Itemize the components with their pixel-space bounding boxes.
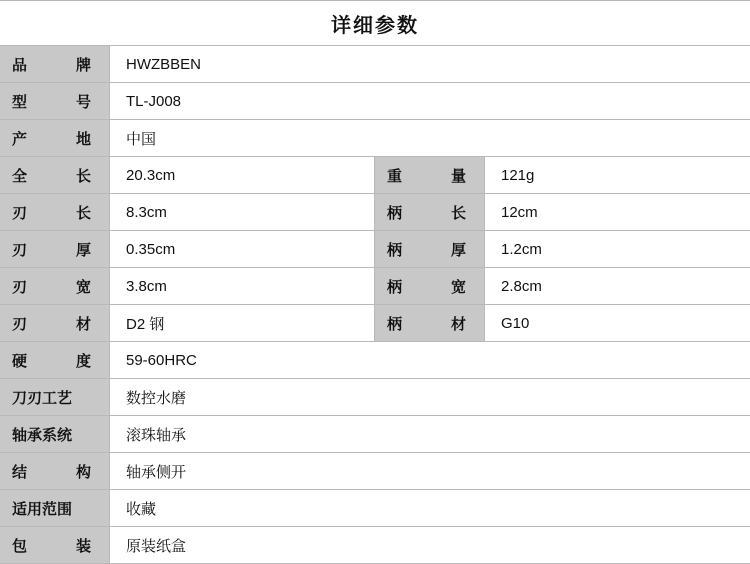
- row-value-weight: 121g: [485, 157, 750, 193]
- row-label-packaging: 包 装: [0, 527, 110, 563]
- row-label-total-length: 全 长: [0, 157, 110, 193]
- row-label-edge-process: 刀刃工艺: [0, 379, 110, 415]
- row-value-edge-process: 数控水磨: [110, 379, 750, 415]
- row-label-usage: 适用范围: [0, 490, 110, 526]
- table-row: [0, 46, 750, 83]
- row-value-blade-length: 8.3cm: [110, 194, 375, 230]
- row-value-brand: HWZBBEN: [110, 46, 750, 82]
- row-label-model: 型 号: [0, 83, 110, 119]
- table-row: [0, 379, 750, 416]
- row-value-structure: 轴承侧开: [110, 453, 750, 489]
- page-title: 详细参数: [331, 14, 419, 37]
- row-value-handle-thickness: 1.2cm: [485, 231, 750, 267]
- row-value-handle-length: 12cm: [485, 194, 750, 230]
- row-value-usage: 收藏: [110, 490, 750, 526]
- table-row: [0, 231, 750, 268]
- row-label-blade-length: 刃 长: [0, 194, 110, 230]
- table-row: [0, 268, 750, 305]
- table-row: [0, 453, 750, 490]
- row-value-total-length: 20.3cm: [110, 157, 375, 193]
- row-value-origin: 中国: [110, 120, 750, 156]
- row-value-blade-width: 3.8cm: [110, 268, 375, 304]
- row-label-hardness: 硬 度: [0, 342, 110, 378]
- row-value-handle-material: G10: [485, 305, 750, 341]
- table-row: [0, 342, 750, 379]
- row-label-bearing-system: 轴承系统: [0, 416, 110, 452]
- row-value-bearing-system: 滚珠轴承: [110, 416, 750, 452]
- row-label-handle-material: 柄 材: [375, 305, 485, 341]
- table-row: [0, 490, 750, 527]
- row-label-handle-thickness: 柄 厚: [375, 231, 485, 267]
- row-value-hardness: 59-60HRC: [110, 342, 750, 378]
- row-value-blade-material: D2 钢: [110, 305, 375, 341]
- row-label-structure: 结 构: [0, 453, 110, 489]
- table-row: [0, 527, 750, 563]
- table-row: [0, 194, 750, 231]
- row-value-packaging: 原装纸盒: [110, 527, 750, 563]
- table-title-row: [0, 1, 750, 46]
- table-row: [0, 416, 750, 453]
- table-row: [0, 120, 750, 157]
- row-label-blade-material: 刃 材: [0, 305, 110, 341]
- row-label-weight: 重 量: [375, 157, 485, 193]
- table-row: [0, 83, 750, 120]
- row-label-blade-width: 刃 宽: [0, 268, 110, 304]
- row-label-brand: 品 牌: [0, 46, 110, 82]
- row-label-handle-width: 柄 宽: [375, 268, 485, 304]
- row-value-blade-thickness: 0.35cm: [110, 231, 375, 267]
- table-row: [0, 157, 750, 194]
- row-label-handle-length: 柄 长: [375, 194, 485, 230]
- table-row: [0, 305, 750, 342]
- row-label-origin: 产 地: [0, 120, 110, 156]
- row-value-model: TL-J008: [110, 83, 750, 119]
- row-label-blade-thickness: 刃 厚: [0, 231, 110, 267]
- row-value-handle-width: 2.8cm: [485, 268, 750, 304]
